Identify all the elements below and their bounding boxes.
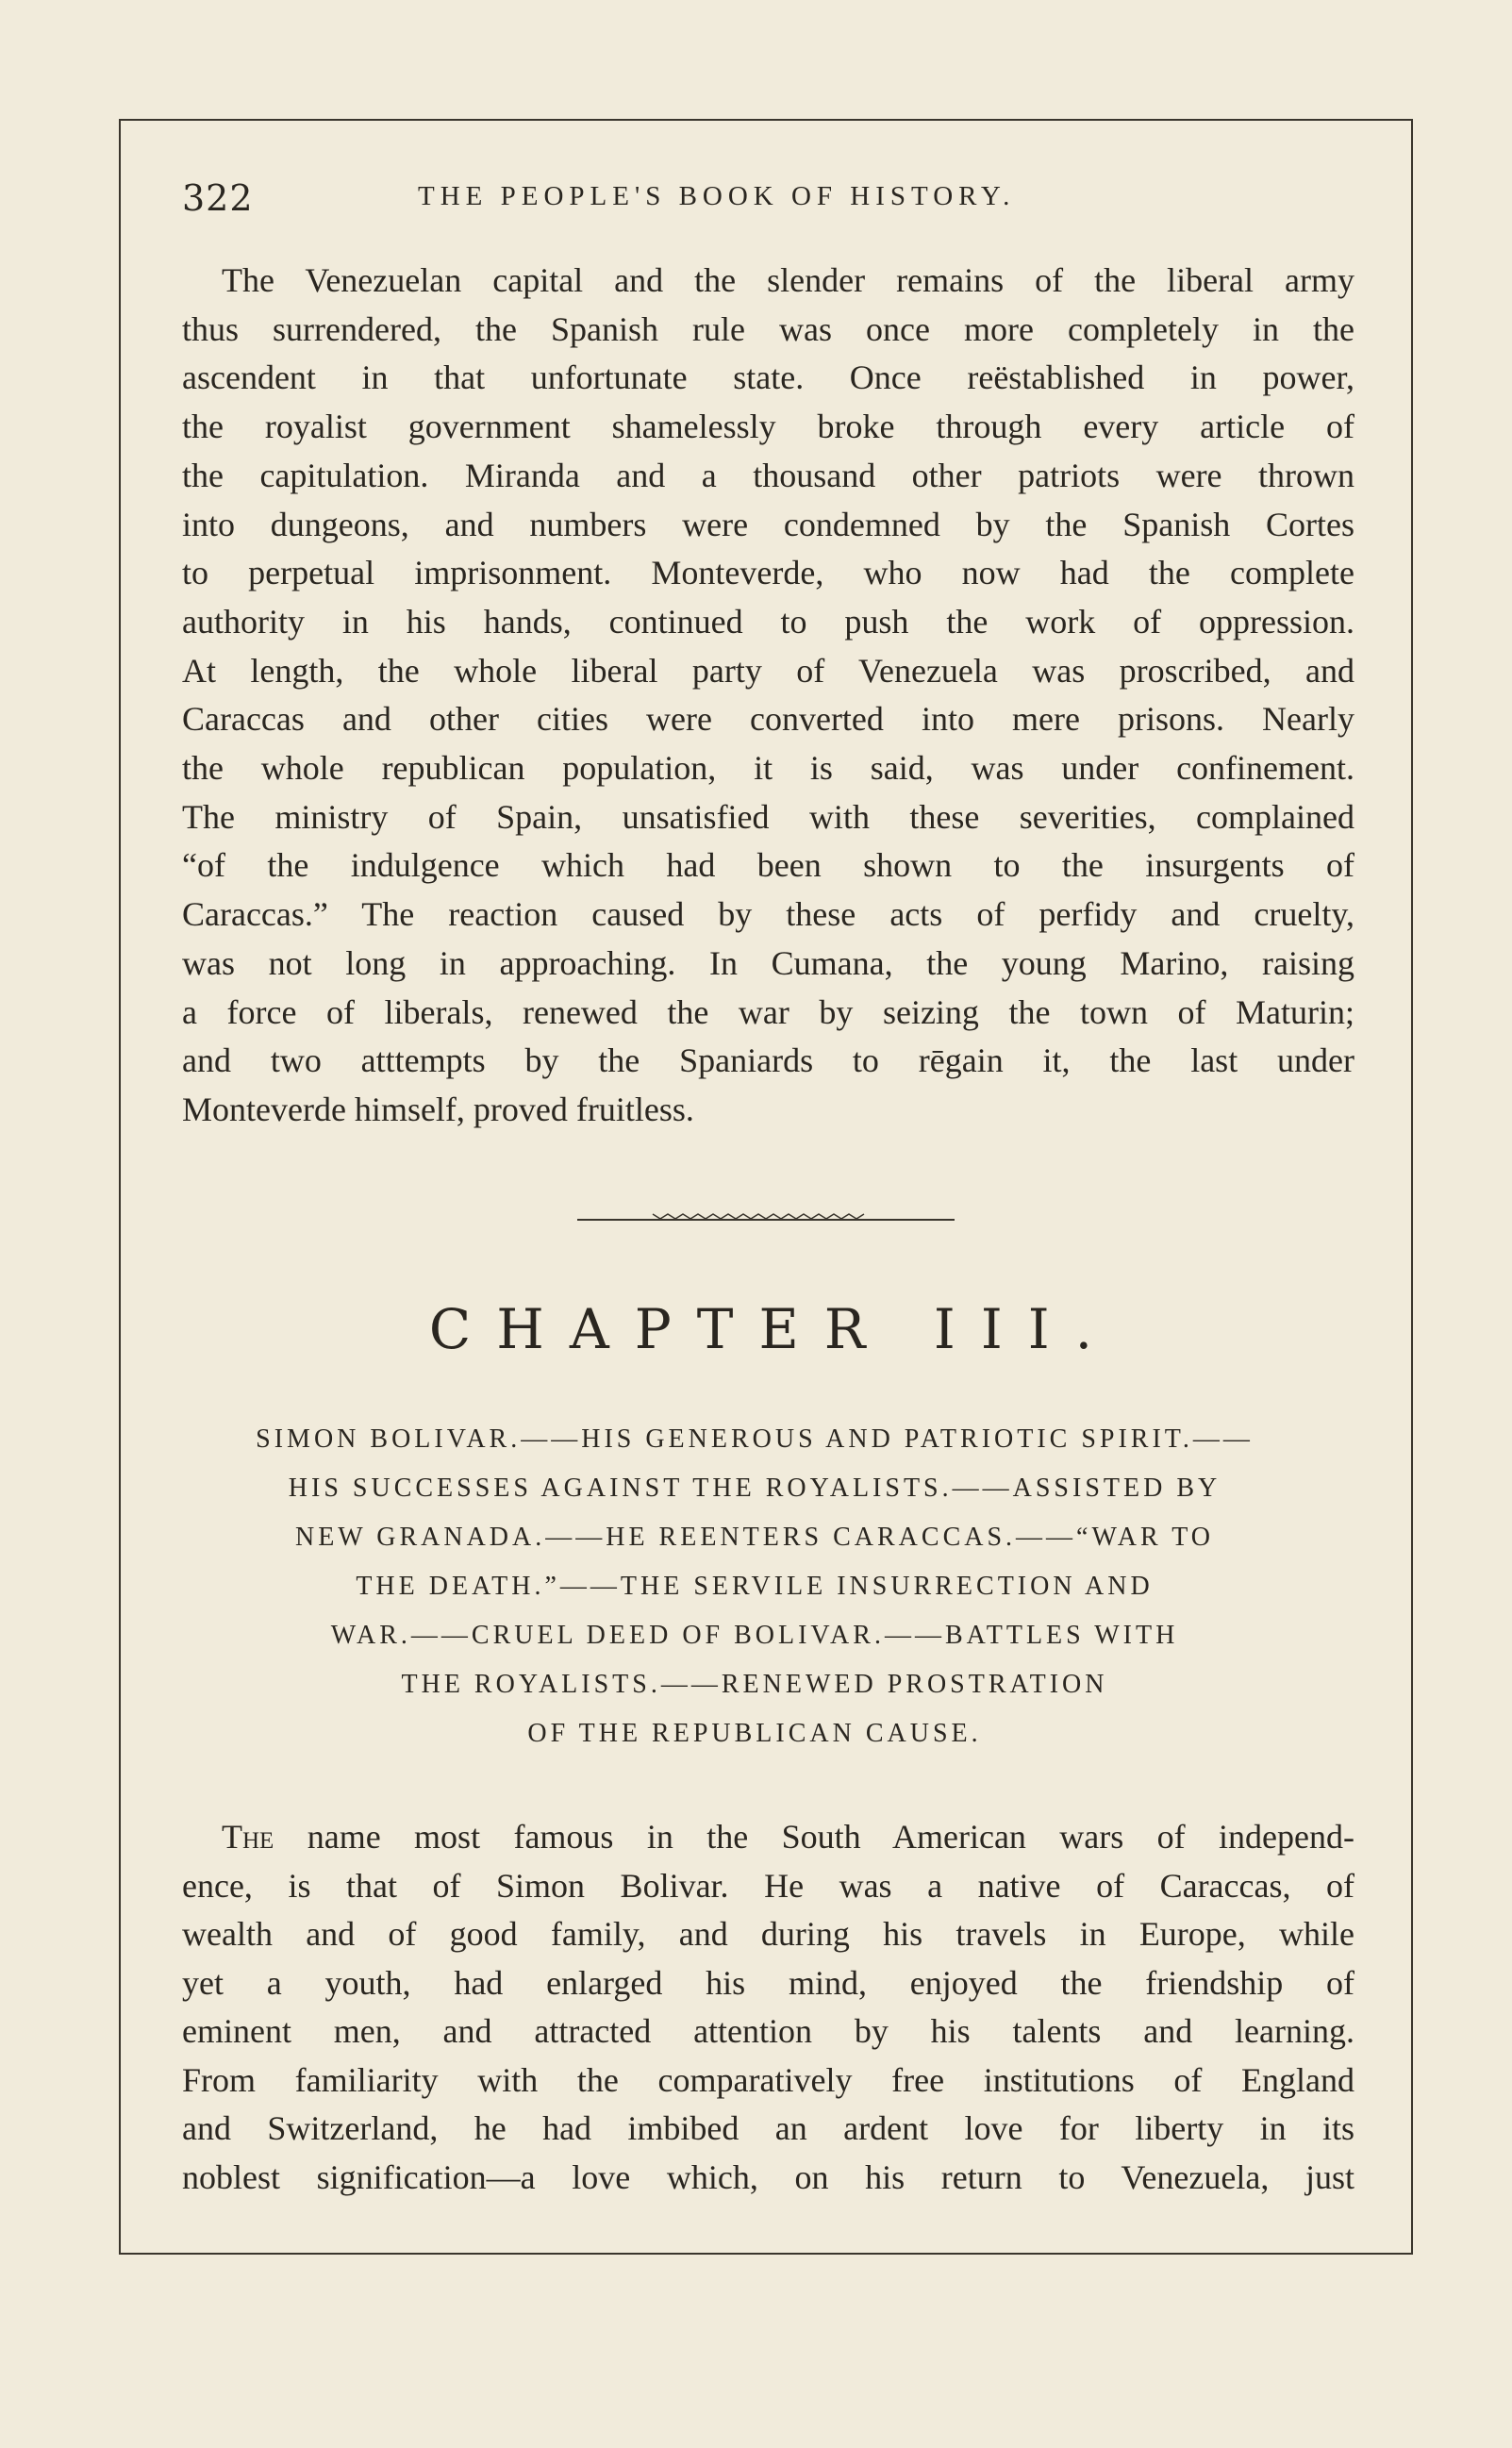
text-line: authority in his hands, continued to push the work of oppression. (182, 602, 1354, 641)
page-number: 322 (182, 177, 254, 219)
text-line: to perpetual imprisonment. Monteverde, who now had the complete (182, 554, 1354, 592)
text-line: thus surrendered, the Spanish rule was once more completely in the (182, 309, 1354, 348)
text-line: Monteverde himself, proved fruitless. (182, 1090, 694, 1128)
text-line: yet a youth, had enlarged his mind, enjoyed the friendship of (182, 1963, 1354, 2002)
text-line: noblest signification—a love which, on his return to Venezuela, just (182, 2157, 1354, 2196)
chapter-synopsis (170, 1415, 1339, 1758)
text-line: The Venezuelan capital and the slender remains of the liberal army (222, 261, 1354, 299)
text-line: and Switzerland, he had imbibed an ardent love for liberty in its (182, 2109, 1354, 2147)
text-line: ascendent in that unfortunate state. Once reëstablished in power, (182, 358, 1354, 397)
text-line: The ministry of Spain, unsatisfied with these severities, complained (182, 797, 1354, 836)
synopsis-line: THE ROYALISTS.——RENEWED PROSTRATION (401, 1670, 1108, 1699)
text-line: a force of liberals, renewed the war by seizing the town of Maturin; (182, 992, 1354, 1031)
paragraph-1 (182, 257, 1354, 1135)
text-line: wealth and of good family, and during his travels in Europe, while (182, 1915, 1354, 1953)
text-line: From familiarity with the comparatively free institutions of England (182, 2060, 1354, 2099)
text-line-rest: name most famous in the South American wars of independ- (274, 1818, 1354, 1856)
text-line: Caraccas and other cities were converted into mere prisons. Nearly (182, 700, 1354, 739)
section-divider-ornament (577, 1210, 955, 1224)
text-line: eminent men, and attracted attention by his talents and learning. (182, 2012, 1354, 2050)
text-line: At length, the whole liberal party of Venezuela was proscribed, and (182, 651, 1354, 690)
text-line: “of the indulgence which had been shown to the insurgents of (182, 846, 1354, 885)
opening-word: The (222, 1818, 274, 1856)
synopsis-line: SIMON BOLIVAR.——HIS GENEROUS AND PATRIOTIC SPIRIT.—— (256, 1424, 1254, 1454)
text-line: and two atttempts by the Spaniards to rēgain it, the last under (182, 1041, 1354, 1080)
text-line: the capitulation. Miranda and a thousand other patriots were thrown (182, 456, 1354, 494)
text-line: the whole republican population, it is said, was under confinement. (182, 749, 1354, 788)
text-line: was not long in approaching. In Cumana, the young Marino, raising (182, 943, 1354, 982)
text-line: ence, is that of Simon Bolivar. He was a native of Caraccas, of (182, 1866, 1354, 1905)
running-title: THE PEOPLE'S BOOK OF HISTORY. (418, 181, 1016, 211)
synopsis-line: HIS SUCCESSES AGAINST THE ROYALISTS.——ASSISTED BY (288, 1474, 1221, 1503)
chapter-heading: CHAPTER III. (428, 1297, 1119, 1361)
text-line: the royalist government shamelessly broke through every article of (182, 408, 1354, 446)
page-header (182, 177, 1352, 225)
paragraph-2 (182, 1813, 1354, 2202)
synopsis-line: NEW GRANADA.——HE REENTERS CARACCAS.——“WAR TO (294, 1523, 1215, 1552)
text-line (182, 1813, 1354, 1862)
synopsis-line: THE DEATH.”——THE SERVILE INSURRECTION AND (356, 1572, 1154, 1601)
synopsis-line: OF THE REPUBLICAN CAUSE. (527, 1719, 982, 1748)
synopsis-line: WAR.——CRUEL DEED OF BOLIVAR.——BATTLES WITH (330, 1621, 1179, 1650)
text-line: Caraccas.” The reaction caused by these acts of perfidy and cruelty, (182, 895, 1354, 934)
text-line: into dungeons, and numbers were condemned by the Spanish Cortes (182, 505, 1354, 543)
